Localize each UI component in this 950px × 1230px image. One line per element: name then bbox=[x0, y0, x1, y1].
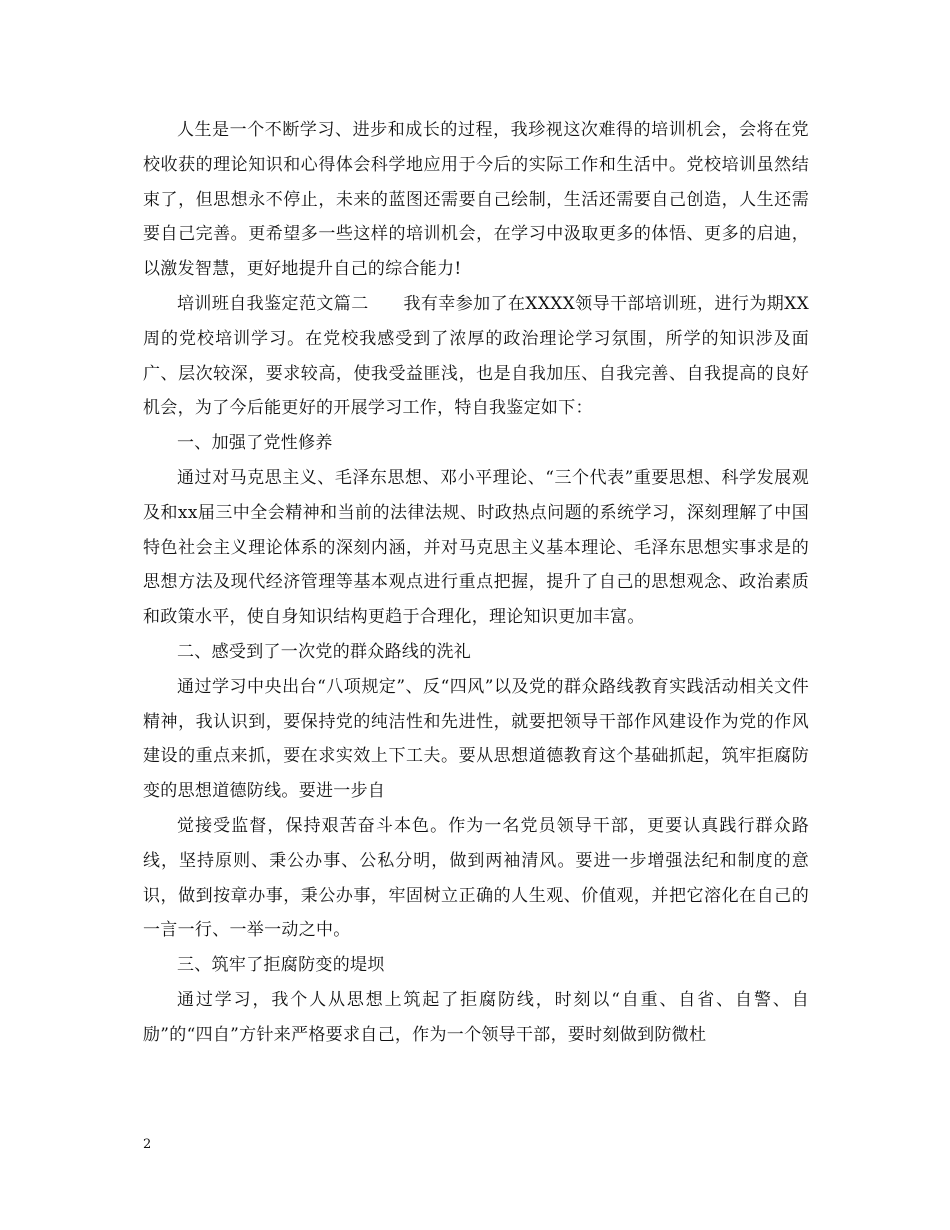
document-body bbox=[143, 113, 809, 1053]
paragraph-anti-corruption: 通过学习，我个人从思想上筑起了拒腐防线，时刻以“自重、自省、自警、自励”的“四自”方针来严格要求自己，作为一个领导干部，要时刻做到防微杜 bbox=[143, 989, 809, 1045]
paragraph-party-spirit: 通过对马克思主义、毛泽东思想、邓小平理论、“三个代表”重要思想、科学发展观及和xx届三中全会精神和当前的法律法规、时政热点问题的系统学习，深刻理解了中国特色社会主义理论体系的深刻内涵，并对马克思主义基本理论、毛泽东思想实事求是的思想方法及现代经济管理等基本观点进行重点把握，提升了自己的思想观念、政治素质和政策水平，使自身知识结构更趋于合理化，理论知识更加丰富。 bbox=[143, 467, 809, 628]
paragraph-mass-line: 通过学习中央出台“八项规定”、反“四风”以及党的群众路线教育实践活动相关文件精神，我认识到，要保持党的纯洁性和先进性，就要把领导干部作风建设作为党的作风建设的重点来抓，要在求实效上下工夫。要从思想道德教育这个基础抓起，筑牢拒腐防变的思想道德防线。要进一步自 bbox=[143, 676, 809, 802]
paragraph-sample-two-intro: 培训班自我鉴定范文篇二 我有幸参加了在XXXX领导干部培训班，进行为期XX周的党校培训学习。在党校我感受到了浓厚的政治理论学习氛围，所学的知识涉及面广、层次较深，要求较高，使我受益匪浅，也是自我加压、自我完善、自我提高的良好机会，为了今后能更好的开展学习工作，特自我鉴定如下： bbox=[143, 293, 809, 419]
paragraph-supervision: 觉接受监督，保持艰苦奋斗本色。作为一名党员领导干部，更要认真践行群众路线，坚持原则、秉公办事、公私分明，做到两袖清风。要进一步增强法纪和制度的意识，做到按章办事，秉公办事，牢固树立正确的人生观、价值观，并把它溶化在自己的一言一行、一举一动之中。 bbox=[143, 815, 809, 941]
page-number: 2 bbox=[143, 1137, 152, 1152]
section-heading-anti-corruption: 三、筑牢了拒腐防变的堤坝 bbox=[177, 955, 385, 976]
paragraph-conclusion: 人生是一个不断学习、进步和成长的过程，我珍视这次难得的培训机会，会将在党校收获的理论知识和心得体会科学地应用于今后的实际工作和生活中。党校培训虽然结束了，但思想永不停止，未来的蓝图还需要自己绘制，生活还需要自己创造，人生还需要自己完善。更希望多一些这样的培训机会，在学习中汲取更多的体悟、更多的启迪，以激发智慧，更好地提升自己的综合能力! bbox=[143, 120, 809, 280]
section-heading-mass-line: 二、感受到了一次党的群众路线的洗礼 bbox=[177, 641, 472, 662]
section-heading-party-spirit: 一、加强了党性修养 bbox=[177, 433, 333, 454]
